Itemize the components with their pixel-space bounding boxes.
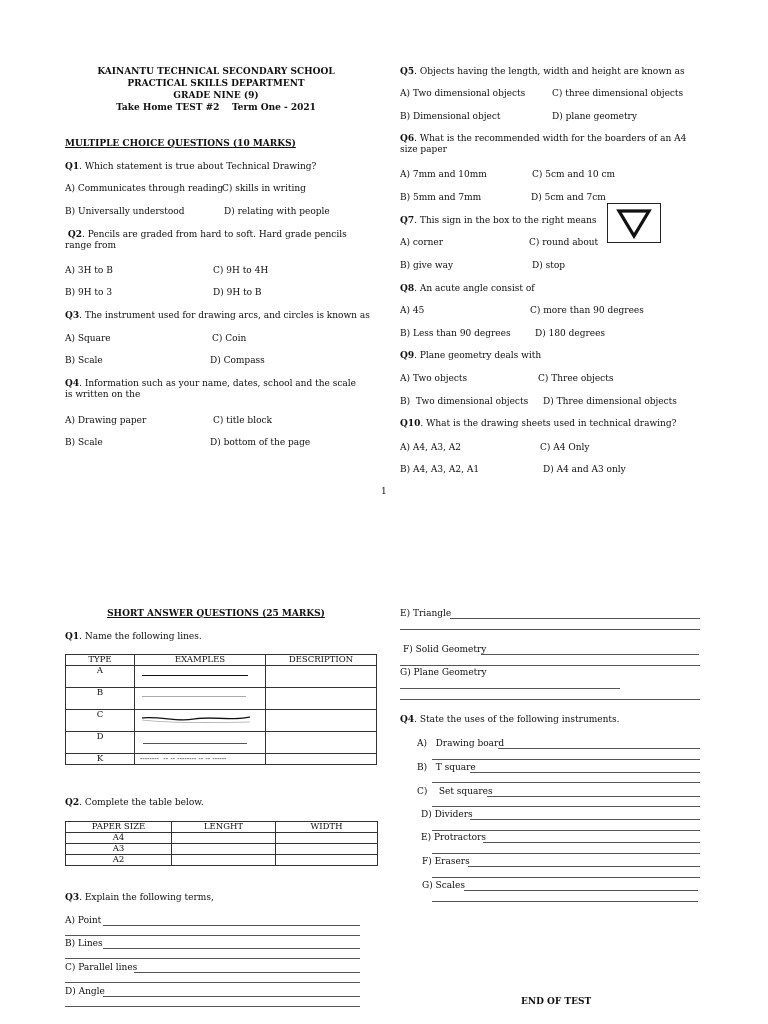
answer-line[interactable]	[432, 759, 700, 760]
length-cell[interactable]	[172, 833, 276, 844]
example-cell	[135, 732, 266, 754]
answer-line[interactable]	[400, 688, 620, 689]
lines-table-header	[66, 655, 377, 666]
answer-line[interactable]	[65, 935, 360, 936]
q1-option-d: D) relating with people	[224, 207, 330, 217]
q5-question: Q5. Objects having the length, width and height are known as	[400, 67, 685, 77]
grade-label: GRADE NINE (9)	[173, 91, 259, 101]
q9-option-d: D) Three dimensional objects	[543, 397, 677, 407]
answer-line[interactable]	[134, 972, 360, 973]
q6-question: Q6. What is the recommended width for the boarders of an A4 size paper	[400, 134, 687, 155]
q5-option-b: B) Dimensional object	[400, 112, 501, 122]
q5-option-a: A) Two dimensional objects	[400, 89, 526, 99]
q6-option-c: C) 5cm and 10 cm	[532, 170, 616, 180]
example-cell	[135, 710, 266, 732]
q10-question: Q10. What is the drawing sheets used in technical drawing?	[400, 419, 677, 429]
table-row	[66, 844, 378, 855]
answer-line[interactable]	[400, 665, 700, 666]
give-way-sign-icon	[608, 204, 660, 242]
q4-option-c: C) title block	[213, 416, 272, 426]
medium-line-example	[143, 743, 247, 744]
answer-line[interactable]	[483, 842, 700, 843]
paper-size-cell: A4	[66, 833, 172, 844]
q3-option-c: C) Coin	[212, 334, 247, 344]
sq1-question: Q1. Name the following lines.	[65, 632, 202, 642]
q9-option-c: C) Three objects	[538, 374, 614, 384]
q3-option-b: B) Scale	[65, 356, 103, 366]
term-lines: B) Lines	[65, 939, 103, 949]
freehand-line-example	[138, 711, 263, 729]
instrument-set-squares: C) Set squares	[417, 787, 493, 797]
q9-question: Q9. Plane geometry deals with	[400, 351, 542, 361]
q9-option-a: A) Two objects	[400, 374, 468, 384]
q6-option-a: A) 7mm and 10mm	[400, 170, 487, 180]
answer-line[interactable]	[65, 982, 360, 983]
q2-option-a: A) 3H to B	[65, 266, 113, 276]
answer-line[interactable]	[468, 866, 700, 867]
answer-line[interactable]	[432, 806, 700, 807]
q7-option-c: C) round about	[529, 238, 599, 248]
width-cell[interactable]	[276, 833, 378, 844]
answer-line[interactable]	[470, 819, 700, 820]
description-cell[interactable]	[266, 754, 377, 765]
table-row	[66, 666, 377, 688]
lines-table	[65, 654, 377, 765]
q7-option-a: A) corner	[400, 238, 444, 248]
q2-option-d: D) 9H to B	[213, 288, 262, 298]
table-row	[66, 855, 378, 866]
example-cell	[135, 666, 266, 688]
q8-option-c: C) more than 90 degrees	[530, 306, 644, 316]
q3-option-d: D) Compass	[210, 356, 265, 366]
sq3-question: Q3. Explain the following terms,	[65, 893, 214, 903]
col-paper-size: PAPER SIZE	[66, 822, 172, 833]
length-cell[interactable]	[172, 844, 276, 855]
description-cell[interactable]	[266, 732, 377, 754]
answer-line[interactable]	[432, 877, 700, 878]
q8-question: Q8. An acute angle consist of	[400, 284, 535, 294]
q1-question: Q1. Which statement is true about Technical Drawing?	[65, 162, 317, 172]
answer-line[interactable]	[65, 1006, 360, 1007]
mcq-heading: MULTIPLE CHOICE QUESTIONS (10 MARKS)	[65, 139, 296, 149]
table-row	[66, 688, 377, 710]
col-examples: EXAMPLES	[135, 655, 266, 666]
answer-line[interactable]	[432, 782, 700, 783]
answer-line[interactable]	[487, 796, 700, 797]
example-cell	[135, 688, 266, 710]
q6-option-d: D) 5cm and 7cm	[531, 193, 606, 203]
term-plane-geometry: G) Plane Geometry	[400, 668, 487, 678]
row-type-label: A	[66, 666, 135, 688]
row-type-label: C	[66, 710, 135, 732]
instrument-erasers: F) Erasers	[422, 857, 470, 867]
end-of-test: END OF TEST	[521, 997, 592, 1007]
table-row	[66, 833, 378, 844]
q10-option-b: B) A4, A3, A2, A1	[400, 465, 480, 475]
col-description: DESCRIPTION	[266, 655, 377, 666]
answer-line[interactable]	[470, 772, 700, 773]
description-cell[interactable]	[266, 666, 377, 688]
q7-option-b: B) give way	[400, 261, 454, 271]
q8-option-a: A) 45	[400, 306, 425, 316]
instrument-dividers: D) Dividers	[421, 810, 473, 820]
q10-option-a: A) A4, A3, A2	[400, 443, 461, 453]
page-number: 1	[381, 487, 387, 497]
row-type-label: D	[66, 732, 135, 754]
q1-option-c: C) skills in writing	[222, 184, 306, 194]
q7-question: Q7. This sign in the box to the right means	[400, 216, 597, 226]
give-way-sign-box	[607, 203, 661, 243]
q4-option-d: D) bottom of the page	[210, 438, 311, 448]
answer-line[interactable]	[400, 699, 700, 700]
q2-option-c: C) 9H to 4H	[213, 266, 269, 276]
answer-line[interactable]	[450, 618, 700, 619]
length-cell[interactable]	[172, 855, 276, 866]
answer-line[interactable]	[103, 996, 360, 997]
table-row	[66, 754, 377, 765]
q2-option-b: B) 9H to 3	[65, 288, 113, 298]
chain-line-example: -------- -- -- -------- -- -- ------	[135, 754, 266, 765]
instrument-scales: G) Scales	[422, 881, 465, 891]
col-width: WIDTH	[276, 822, 378, 833]
instrument-t-square: B) T square	[417, 763, 476, 773]
answer-line[interactable]	[432, 830, 700, 831]
q10-option-d: D) A4 and A3 only	[543, 465, 626, 475]
table-row	[66, 710, 377, 732]
paper-size-table	[65, 821, 378, 866]
answer-line[interactable]	[65, 958, 360, 959]
q1-option-a: A) Communicates through reading	[65, 184, 224, 194]
school-name: KAINANTU TECHNICAL SECONDARY SCHOOL	[97, 67, 335, 77]
q5-option-d: D) plane geometry	[552, 112, 637, 122]
instrument-protractors: E) Protractors	[421, 833, 486, 843]
test-title: Take Home TEST #2 Term One - 2021	[116, 103, 316, 113]
short-heading: SHORT ANSWER QUESTIONS (25 MARKS)	[107, 609, 325, 619]
department-name: PRACTICAL SKILLS DEPARTMENT	[127, 79, 305, 89]
q3-question: Q3. The instrument used for drawing arcs, and circles is known as	[65, 311, 370, 321]
description-cell[interactable]	[266, 710, 377, 732]
term-solid-geometry: F) Solid Geometry	[403, 645, 487, 655]
term-triangle: E) Triangle	[400, 609, 452, 619]
row-type-label: B	[66, 688, 135, 710]
answer-line[interactable]	[464, 890, 698, 891]
answer-line[interactable]	[481, 654, 699, 655]
instrument-drawing-board: A) Drawing board	[417, 739, 505, 749]
q6-option-b: B) 5mm and 7mm	[400, 193, 482, 203]
sq4-question: Q4. State the uses of the following instruments.	[400, 715, 620, 725]
q4-option-b: B) Scale	[65, 438, 103, 448]
answer-line[interactable]	[498, 748, 700, 749]
q8-option-b: B) Less than 90 degrees	[400, 329, 511, 339]
thin-line-example	[142, 696, 246, 697]
q3-option-a: A) Square	[65, 334, 111, 344]
q9-option-b: B) Two dimensional objects	[400, 397, 529, 407]
q4-question: Q4. Information such as your name, dates, school and the scale is written on the	[65, 379, 356, 400]
width-cell[interactable]	[276, 844, 378, 855]
answer-line[interactable]	[103, 925, 360, 926]
q7-option-d: D) stop	[532, 261, 566, 271]
answer-line[interactable]	[432, 901, 698, 902]
q1-option-b: B) Universally understood	[65, 207, 185, 217]
table-row	[66, 732, 377, 754]
row-type-label: K	[66, 754, 135, 765]
answer-line[interactable]	[103, 948, 360, 949]
term-parallel-lines: C) Parallel lines	[65, 963, 138, 973]
q10-option-c: C) A4 Only	[540, 443, 590, 453]
q8-option-d: D) 180 degrees	[535, 329, 606, 339]
col-length: LENGHT	[172, 822, 276, 833]
paper-table-header	[66, 822, 378, 833]
paper-size-cell: A2	[66, 855, 172, 866]
description-cell[interactable]	[266, 688, 377, 710]
col-type: TYPE	[66, 655, 135, 666]
q4-option-a: A) Drawing paper	[65, 416, 147, 426]
sq2-question: Q2. Complete the table below.	[65, 798, 204, 808]
q5-option-c: C) three dimensional objects	[552, 89, 684, 99]
q2-question: Q2. Pencils are graded from hard to soft. Hard grade pencils range from	[65, 230, 347, 251]
paper-size-cell: A3	[66, 844, 172, 855]
answer-line[interactable]	[400, 629, 700, 630]
width-cell[interactable]	[276, 855, 378, 866]
thick-line-example	[142, 675, 248, 676]
term-angle: D) Angle	[65, 987, 105, 997]
answer-line[interactable]	[432, 853, 700, 854]
term-point: A) Point	[65, 916, 102, 926]
